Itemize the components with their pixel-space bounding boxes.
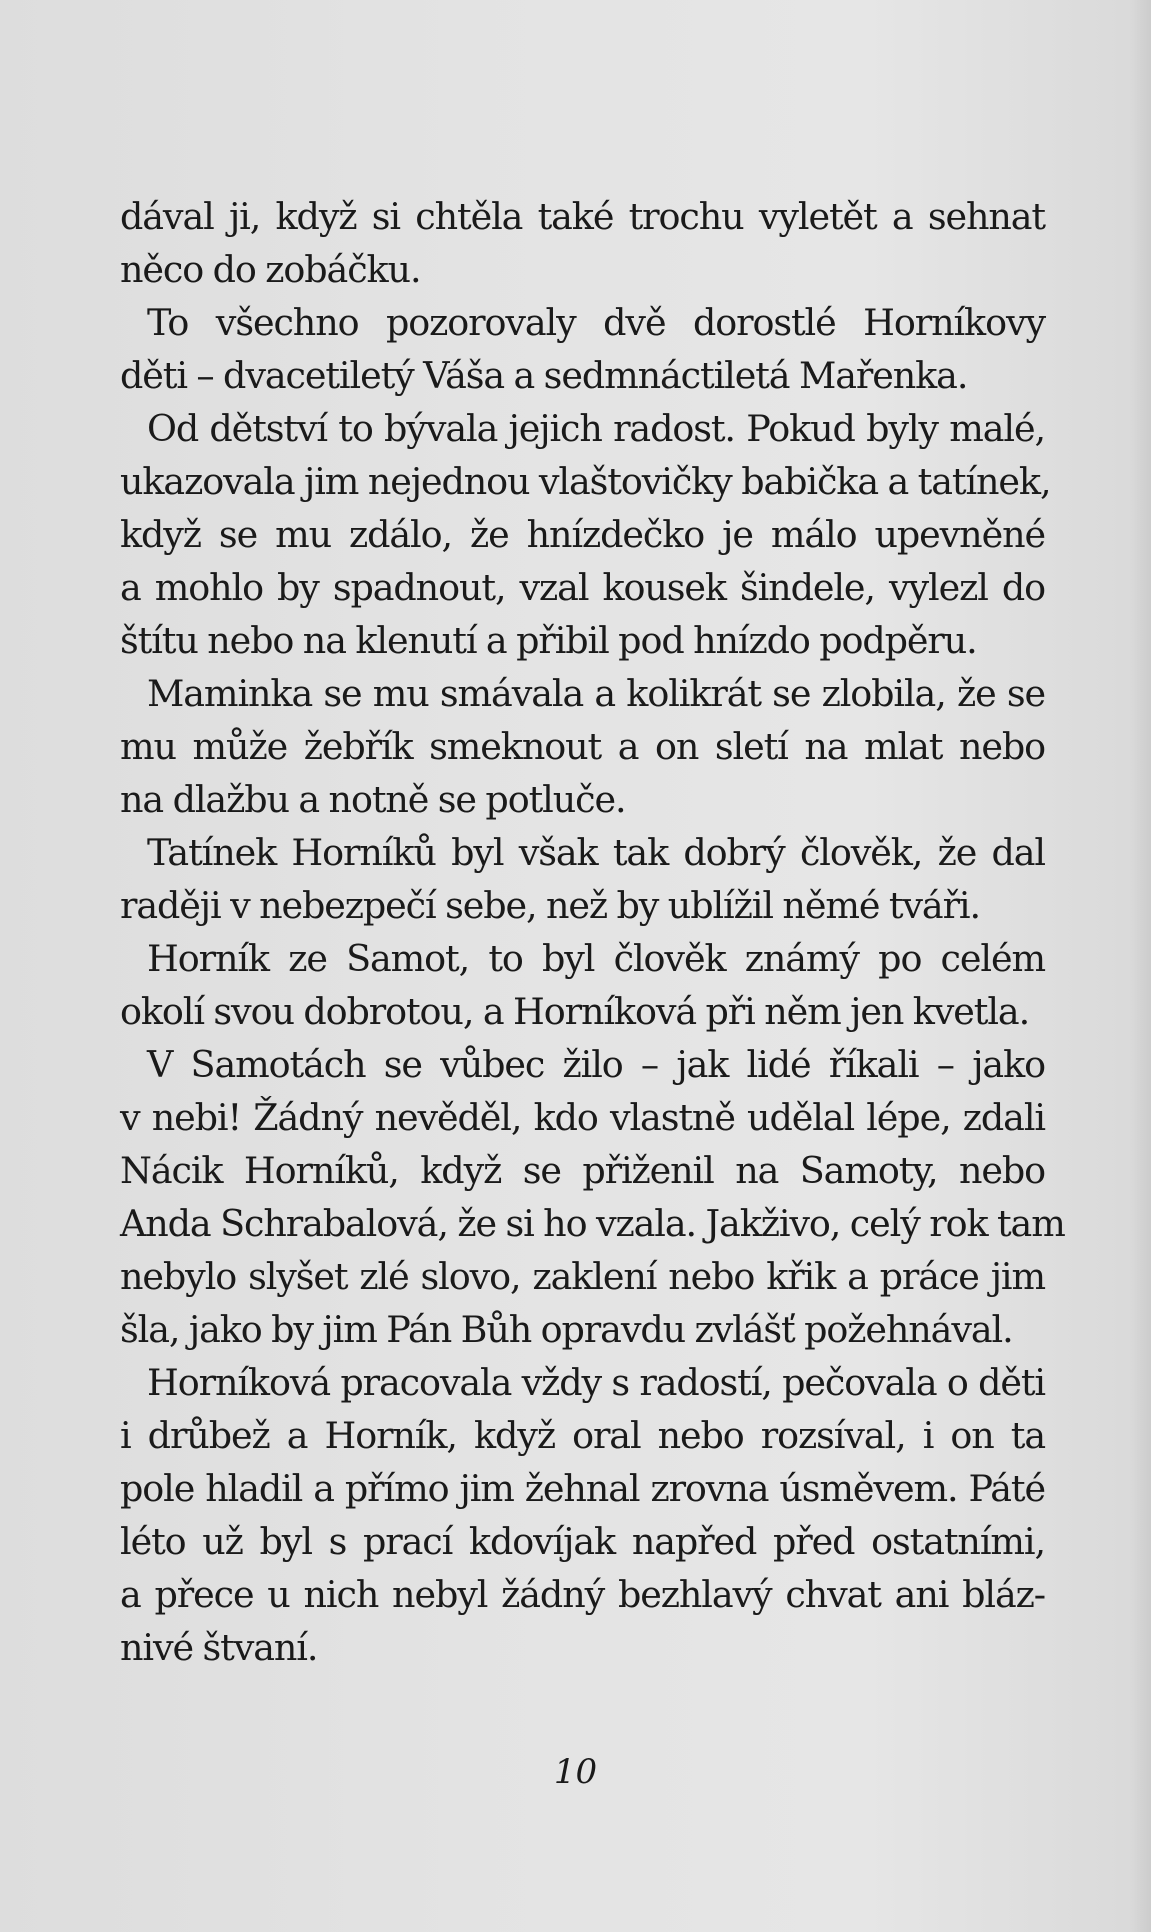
text-line: děti – dvacetiletý Váša a sedmnáctiletá Mařenka.: [120, 354, 968, 397]
text-line: To všechno pozorovaly dvě dorostlé Horníkovy: [147, 301, 1045, 344]
text-line: pole hladil a přímo jim žehnal zrovna úsměvem. Páté: [120, 1467, 1045, 1510]
text-line: Horníková pracovala vždy s radostí, pečovala o děti: [147, 1361, 1045, 1404]
text-line: něco do zobáčku.: [120, 248, 421, 291]
text-line: Nácik Horníků, když se přiženil na Samoty, nebo: [120, 1149, 1045, 1192]
text-line: v nebi! Žádný nevěděl, kdo vlastně udělal lépe, zdali: [120, 1096, 1045, 1139]
text-line: mu může žebřík smeknout a on sletí na mlat nebo: [120, 725, 1045, 768]
body-text: [120, 190, 1065, 1674]
text-line: Od dětství to bývala jejich radost. Pokud byly malé,: [147, 407, 1045, 450]
text-line: V Samotách se vůbec žilo – jak lidé říkali – jako: [147, 1043, 1045, 1086]
text-line: ukazovala jim nejednou vlaštovičky babička a tatínek,: [120, 460, 1051, 503]
text-line: šla, jako by jim Pán Bůh opravdu zvlášť požehnával.: [120, 1308, 1013, 1351]
text-line: okolí svou dobrotou, a Horníková při něm jen kvetla.: [120, 990, 1030, 1033]
text-line: raději v nebezpečí sebe, než by ublížil němé tváři.: [120, 884, 981, 927]
page-edge-shadow: [1129, 0, 1151, 1932]
text-line: nivé štvaní.: [120, 1626, 318, 1669]
text-line: Anda Schrabalová, že si ho vzala. Jakživo, celý rok tam: [120, 1202, 1065, 1245]
text-line: nebylo slyšet zlé slovo, zaklení nebo křik a práce jim: [120, 1255, 1045, 1298]
text-line: štítu nebo na klenutí a přibil pod hnízdo podpěru.: [120, 619, 977, 662]
text-line: i drůbež a Horník, když oral nebo rozsíval, i on ta: [120, 1414, 1045, 1457]
text-line: Maminka se mu smávala a kolikrát se zlobila, že se: [147, 672, 1045, 715]
text-line: a přece u nich nebyl žádný bezhlavý chvat ani bláz-: [120, 1573, 1045, 1616]
page-number: 10: [553, 1752, 598, 1792]
text-line: na dlažbu a notně se potluče.: [120, 778, 626, 821]
text-line: když se mu zdálo, že hnízdečko je málo upevněné: [120, 513, 1045, 556]
text-line: Tatínek Horníků byl však tak dobrý člověk, že dal: [147, 831, 1045, 874]
text-line: dával ji, když si chtěla také trochu vyletět a sehnat: [120, 195, 1045, 238]
text-line: Horník ze Samot, to byl člověk známý po celém: [147, 937, 1045, 980]
text-line: léto už byl s prací kdovíjak napřed před ostatními,: [120, 1520, 1045, 1563]
text-line: a mohlo by spadnout, vzal kousek šindele, vylezl do: [120, 566, 1045, 609]
